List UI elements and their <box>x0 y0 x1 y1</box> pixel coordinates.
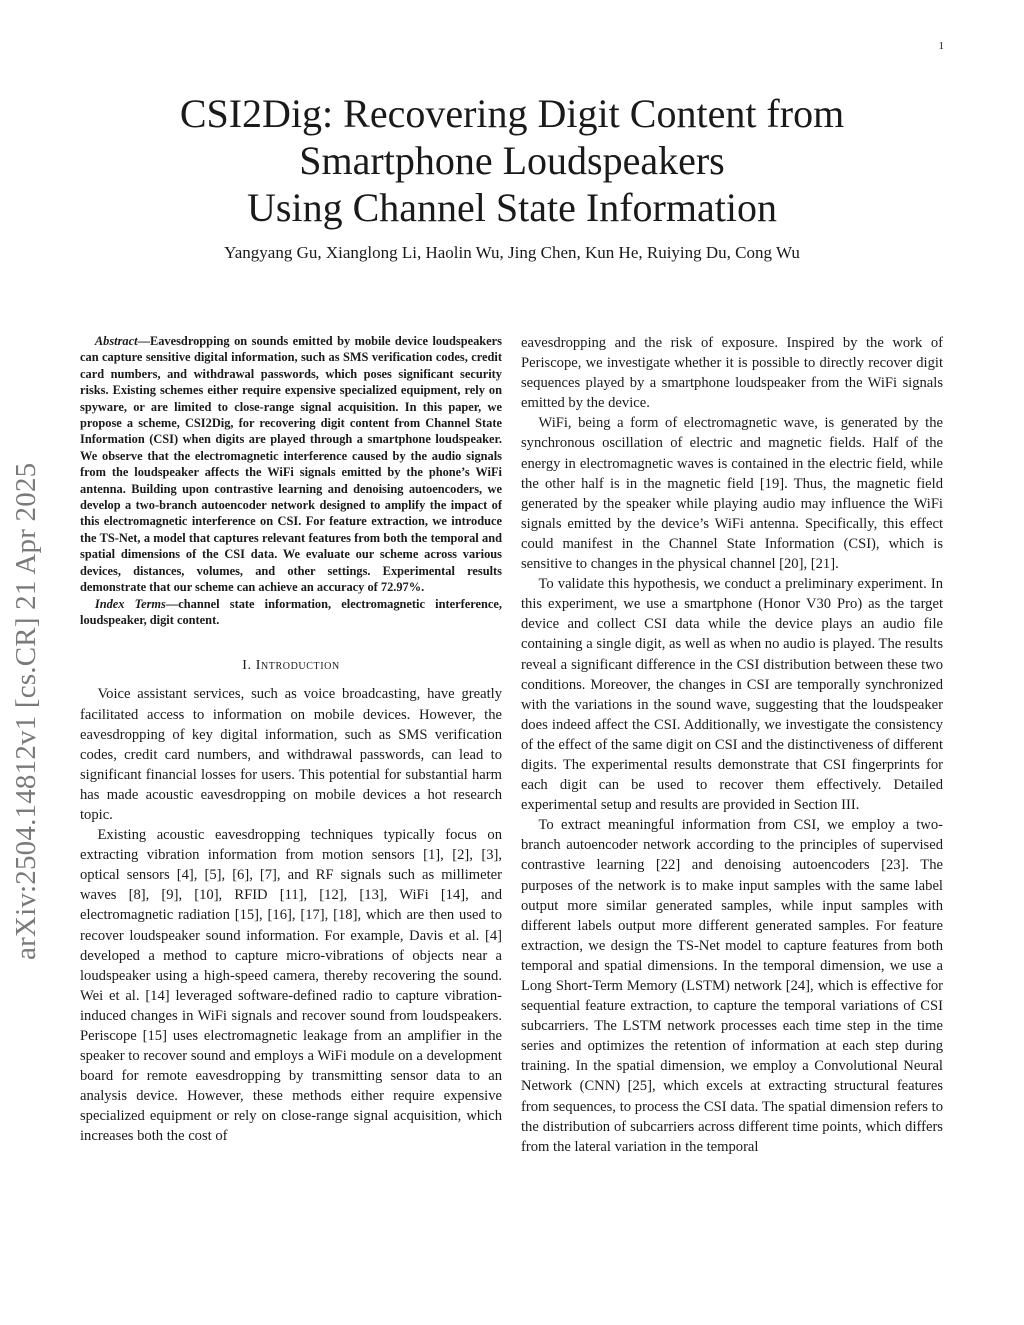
arxiv-identifier: arXiv:2504.14812v1 [cs.CR] 21 Apr 2025 <box>10 462 42 960</box>
author-list: Yangyang Gu, Xianglong Li, Haolin Wu, Jing Chen, Kun He, Ruiying Du, Cong Wu <box>224 243 800 262</box>
section-title: Introduction <box>255 658 340 674</box>
right-column <box>521 333 943 1157</box>
section-number: I. <box>242 658 252 674</box>
title-line-1: CSI2Dig: Recovering Digit Content from <box>179 91 845 136</box>
intro-paragraph-1: Voice assistant services, such as voice broadcasting, have greatly facilitated access to information on mobile devices. However, the eavesdropping of key digital information, such as SMS verification codes, credit card numbers, and withdrawal passwords, can lead to significant financial losses for users. This potential for substantial harm has made acoustic eavesdropping on mobile devices a hot research topic. <box>80 686 502 823</box>
title-line-2: Smartphone Loudspeakers <box>299 138 725 183</box>
intro-paragraph-2-continued: eavesdropping and the risk of exposure. Inspired by the work of Periscope, we investigate whether it is possible to directly recover digit sequences played by a smartphone loudspeaker from the WiFi signals emitted by the device. <box>521 335 943 412</box>
index-terms-text: —channel state information, electromagnetic interference, loudspeaker, digit content. <box>80 596 503 627</box>
abstract <box>80 333 502 596</box>
abstract-text: —Eavesdropping on sounds emitted by mobile device loudspeakers can capture sensitive digital information, such as SMS verification codes, credit card numbers, and withdrawal passwords, which poses significant security risks. Existing schemes either require expensive specialized equipment, rely on spyware, or are limited to close-range signal acquisition. In this paper, we propose a scheme, CSI2Dig, for recovering digit content from Channel State Information (CSI) when digits are played through a smartphone loudspeaker. We observe that the electromagnetic interference caused by the audio signals from the loudspeaker affects the WiFi signals emitted by the phone’s WiFi antenna. Building upon contrastive learning and denoising autoencoders, we develop a two-branch autoencoder network designed to amplify the impact of this electromagnetic interference on CSI. For feature extraction, we introduce the TS-Net, a model that captures relevant features from both the temporal and spatial dimensions of the CSI data. We evaluate our scheme across various devices, distances, volumes, and other settings. Experimental results demonstrate that our scheme can achieve an accuracy of 72.97%. <box>80 334 502 595</box>
intro-paragraph-3: WiFi, being a form of electromagnetic wave, is generated by the synchronous oscillation of electric and magnetic fields. Half of the energy in electromagnetic waves is contained in the electric field, while the other half is in the magnetic field [19]. Thus, the magnetic field generated by the speaker while playing audio may influence the WiFi signals emitted by the device’s WiFi antenna. Specifically, this effect could manifest in the Channel State Information (CSI), which is sensitive to changes in the physical channel [20], [21]. <box>521 415 943 573</box>
paper-title <box>80 90 944 231</box>
abstract-label: Abstract <box>94 334 138 348</box>
page-number: 1 <box>938 40 944 52</box>
index-terms-label: Index Terms <box>94 596 166 611</box>
index-terms <box>80 596 502 629</box>
intro-paragraph-4: To validate this hypothesis, we conduct a preliminary experiment. In this experiment, we use a smartphone (Honor V30 Pro) as the target device and collect CSI data while the device plays an audio file containing a single digit, as well as when no audio is played. The results reveal a significant difference in the CSI distribution between these two conditions. Moreover, the changes in CSI are temporally synchronized with the variations in the sound wave, suggesting that the loudspeaker does indeed affect the CSI. Additionally, we investigate the consistency of the effect of the same digit on CSI and the distinctiveness of different digits. The experimental results demonstrate that CSI fingerprints for each digit can be used to recover them effectively. Detailed experimental setup and results are provided in Section III. <box>521 576 943 814</box>
intro-paragraph-5: To extract meaningful information from CSI, we employ a two-branch autoencoder network according to the principles of supervised contrastive learning [22] and denoising autoencoders [23]. The purposes of the network is to make input samples with the same label output more similar generated samples, while input samples with different labels output more different generated samples. For feature extraction, we design the TS-Net model to capture features from both temporal and spatial dimensions. In the temporal dimension, we use a Long Short-Term Memory (LSTM) network [24], which is effective for sequential feature extraction, to capture the temporal variations of CSI subcarriers. The LSTM network processes each time step in the time series and optimizes the retention of information at each step during training. In the spatial dimension, we employ a Convolutional Neural Network (CNN) [25], which excels at extracting structural features from sequences, to process the CSI data. The spatial dimension refers to the distribution of subcarriers across different time points, which differs from the lateral variation in the temporal <box>521 817 943 1155</box>
intro-paragraph-2: Existing acoustic eavesdropping techniques typically focus on extracting vibration information from motion sensors [1], [2], [3], optical sensors [4], [5], [6], [7], and RF signals such as millimeter waves [8], [9], [10], RFID [11], [12], [13], WiFi [14], and electromagnetic radiation [15], [16], [17], [18], which are then used to recover loudspeaker sound information. For example, Davis et al. [4] developed a method to capture micro-vibrations of objects near a loudspeaker using a high-speed camera, thereby recovering the sound. Wei et al. [14] leveraged software-defined radio to capture vibration-induced changes in WiFi signals and recover sound from loudspeakers. Periscope [15] uses electromagnetic leakage from an amplifier in the speaker to recover sound and employs a WiFi module on a development board for remote eavesdropping by transmitting sensor data to an analysis device. However, these methods either require expensive specialized equipment or rely on close-range signal acquisition, which increases both the cost of <box>80 827 502 1145</box>
title-line-3: Using Channel State Information <box>247 185 777 230</box>
section-heading-introduction <box>80 656 502 676</box>
left-column <box>80 333 502 1147</box>
